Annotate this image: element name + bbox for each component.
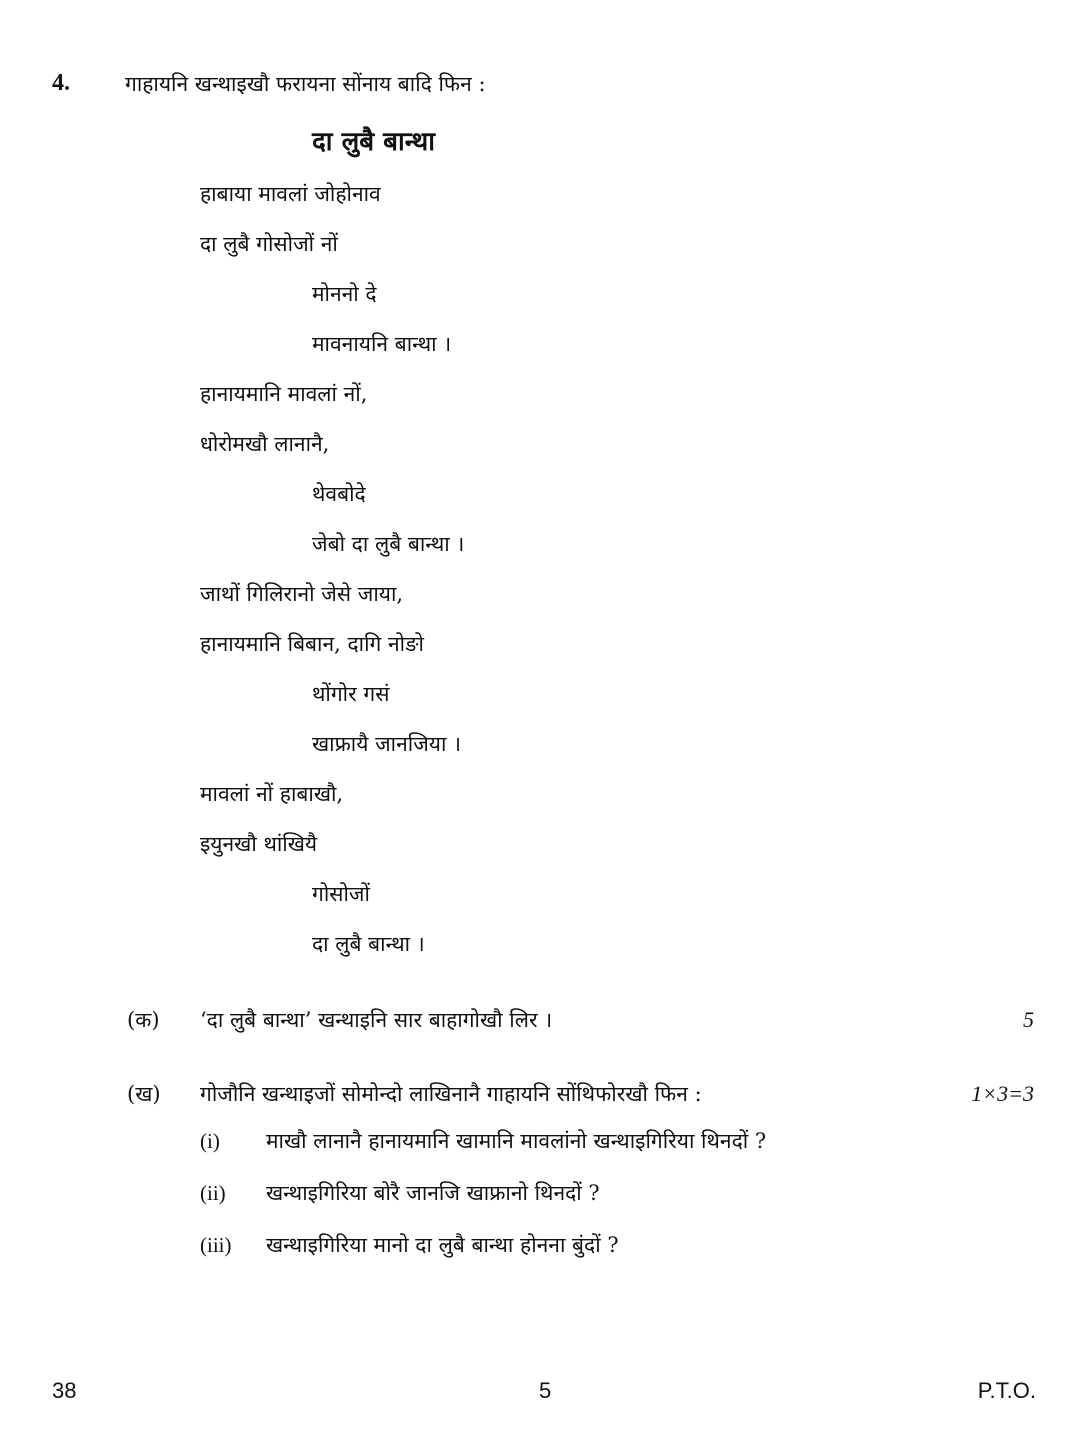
poem-line: जेबो दा लुबै बान्था । [312, 532, 465, 556]
poem-line: धोरोमखौ लानानै, [200, 432, 330, 456]
poem-line: थेवबोदे [312, 482, 366, 506]
poem-line: थोंगोर गसं [312, 682, 390, 706]
marks: 1×3=3 [971, 1081, 1034, 1106]
subquestion-text: ‘दा लुबै बान्था’ खन्थाइनि सार बाहागोखौ लिर । [200, 1008, 553, 1032]
item-text: खन्थाइगिरिया मानो दा लुबै बान्था होनना बुंदों ? [266, 1233, 619, 1257]
poem-title: दा लुबै बान्था [312, 127, 435, 157]
poem-line: हाबाया मावलां जोहोनाव [200, 182, 381, 206]
subquestion-text: गोजौनि खन्थाइजों सोमोन्दो लाखिनानै गाहायनि सोंथिफोरखौ फिन : [200, 1082, 702, 1106]
poem-line: मावलां नों हाबाखौ, [200, 782, 344, 806]
poem-line: मावनायनि बान्था । [312, 332, 452, 356]
poem-line: हानायमानि मावलां नों, [200, 382, 368, 406]
subquestion-label: (ख) [127, 1082, 161, 1106]
subquestion-label: (क) [127, 1008, 160, 1032]
item-number: (iii) [200, 1233, 232, 1257]
poem-line: गोसोजों [312, 882, 370, 906]
poem-line: दा लुबै गोसोजों नों [200, 232, 338, 256]
item-text: माखौ लानानै हानायमानि खामानि मावलांनो खन्थाइगिरिया थिनदों ? [266, 1129, 767, 1153]
question-number: 4. [52, 70, 70, 96]
page-number: 5 [539, 1378, 552, 1403]
footer-code: 38 [52, 1378, 77, 1403]
item-number: (i) [200, 1129, 220, 1153]
poem-line: इयुनखौ थांखियै [200, 832, 318, 856]
question-instruction: गाहायनि खन्थाइखौ फरायना सोंनाय बादि फिन : [125, 72, 486, 96]
item-number: (ii) [200, 1181, 226, 1205]
poem-line: मोननो दे [312, 282, 377, 306]
poem-line: हानायमानि बिबान, दागि नोङो [200, 632, 424, 656]
poem-line: खाफ्रायै जानजिया । [312, 732, 462, 756]
poem-line: दा लुबै बान्था । [312, 932, 425, 956]
marks: 5 [1023, 1007, 1034, 1032]
poem-line: जाथों गिलिरानो जेसे जाया, [200, 582, 404, 606]
pto-label: P.T.O. [977, 1378, 1036, 1403]
item-text: खन्थाइगिरिया बोरै जानजि खाफ्रानो थिनदों ? [266, 1181, 600, 1205]
